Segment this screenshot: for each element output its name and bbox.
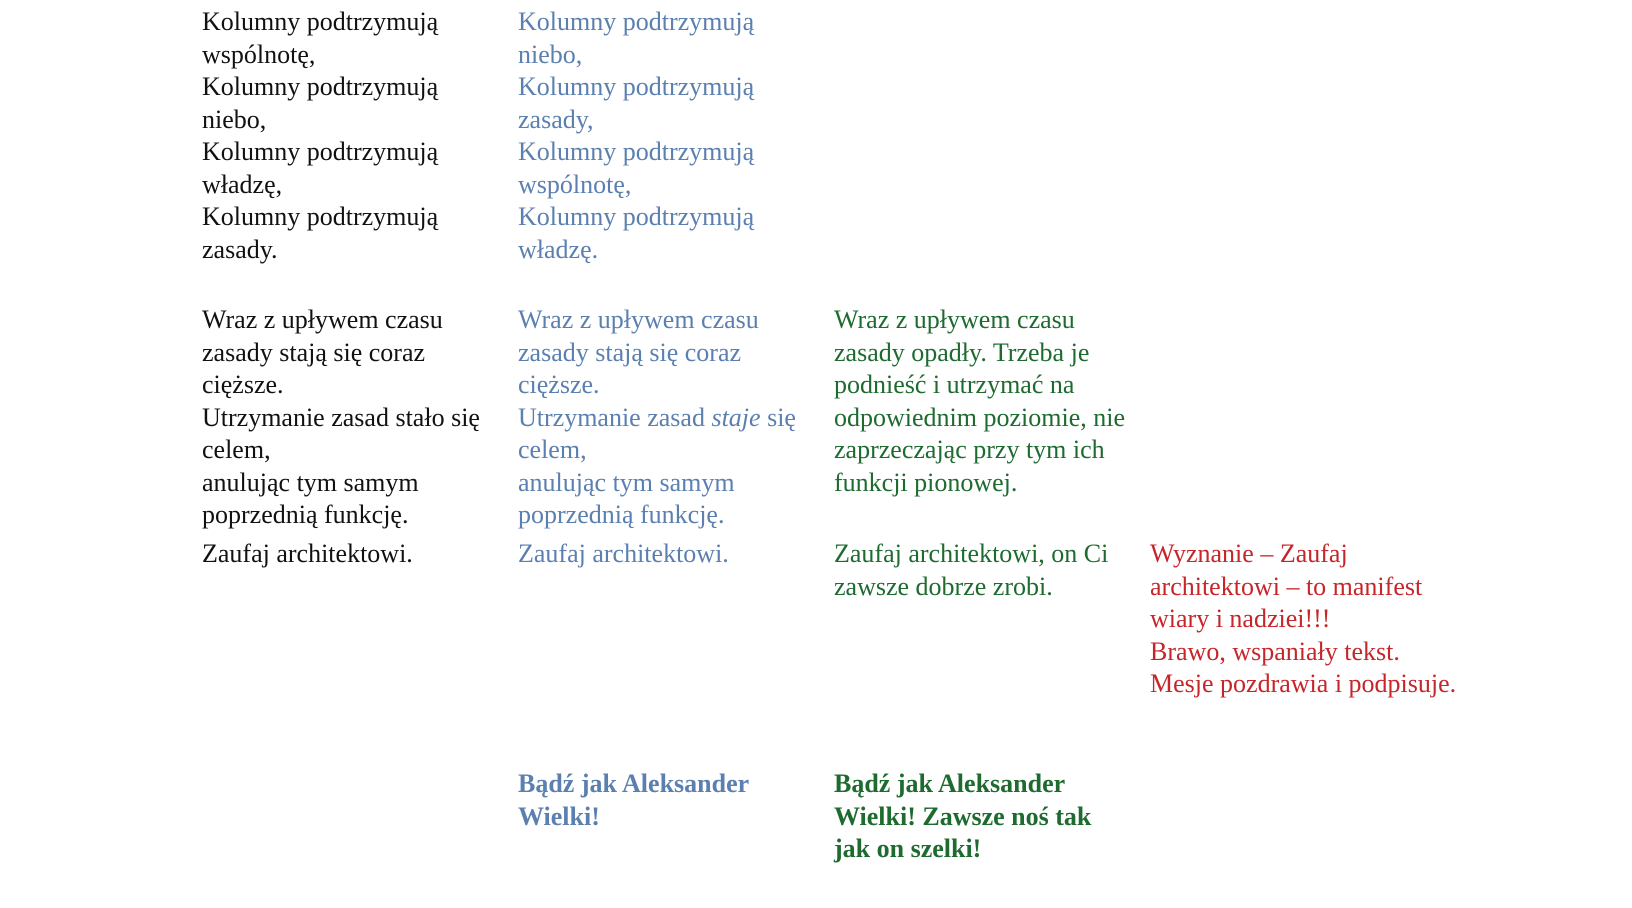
col2-stanza2 (518, 304, 808, 532)
col2-stanza2-line: Wraz z upływem czasu zasady stają się coraz cięższe. (518, 305, 759, 399)
col2-bold-line: Bądź jak Aleksander Wielki! (518, 769, 749, 831)
col4-comment (1150, 538, 1460, 701)
col1-stanza1-line: Kolumny podtrzymują niebo, (202, 72, 439, 134)
col1-stanza2-line: anulując tym samym poprzednią funkcję. (202, 467, 419, 529)
col2-stanza2-italic: staje (711, 402, 761, 432)
col2-stanza1-line: Kolumny podtrzymują wspólnotę, (518, 137, 755, 199)
col3-stanza2: Wraz z upływem czasu zasady opadły. Trzeba je podnieść i utrzymać na odpowiednim poziomie, nie zaprzeczając przy tym ich funkcji pionowej. (834, 305, 1126, 497)
col3-stanza3: Zaufaj architektowi, on Ci zawsze dobrze zrobi. (834, 539, 1109, 601)
col2-stanza1 (518, 6, 808, 266)
col1-stanza3: Zaufaj architektowi. (202, 539, 413, 568)
col2-stanza1-line: Kolumny podtrzymują władzę. (518, 202, 755, 264)
col2-stanza3: Zaufaj architektowi. (518, 539, 729, 568)
col1-stanza1-line: Kolumny podtrzymują wspólnotę, (202, 7, 439, 69)
col1-stanza2-line: Utrzymanie zasad stało się celem, (202, 402, 480, 464)
col1-stanza2 (202, 304, 492, 532)
col4-line: Brawo, wspaniały tekst. (1150, 636, 1400, 666)
col1-stanza1 (202, 6, 492, 266)
col2-stanza2-line (518, 402, 808, 467)
col2-stanza2-line: anulując tym samym poprzednią funkcję. (518, 467, 735, 529)
col4-line: Mesje pozdrawia i podpisuje. (1150, 669, 1457, 698)
col4-line: Wyznanie – Zaufaj architektowi – to manifest wiary i nadziei!!! (1150, 539, 1423, 633)
col2-stanza2-text: się celem, (518, 402, 796, 464)
col1-stanza2-line: Wraz z upływem czasu zasady stają się coraz cięższe. (202, 305, 443, 399)
col2-stanza1-line: Kolumny podtrzymują zasady, (518, 72, 755, 134)
col3-bold-line: Bądź jak Aleksander Wielki! Zawsze noś tak jak on szelki! (834, 769, 1092, 863)
col2-stanza1-line: Kolumny podtrzymują niebo, (518, 7, 755, 69)
col1-stanza1-line: Kolumny podtrzymują zasady. (202, 202, 439, 264)
col1-stanza1-line: Kolumny podtrzymują władzę, (202, 137, 439, 199)
col2-stanza2-text: Utrzymanie zasad (518, 402, 712, 432)
